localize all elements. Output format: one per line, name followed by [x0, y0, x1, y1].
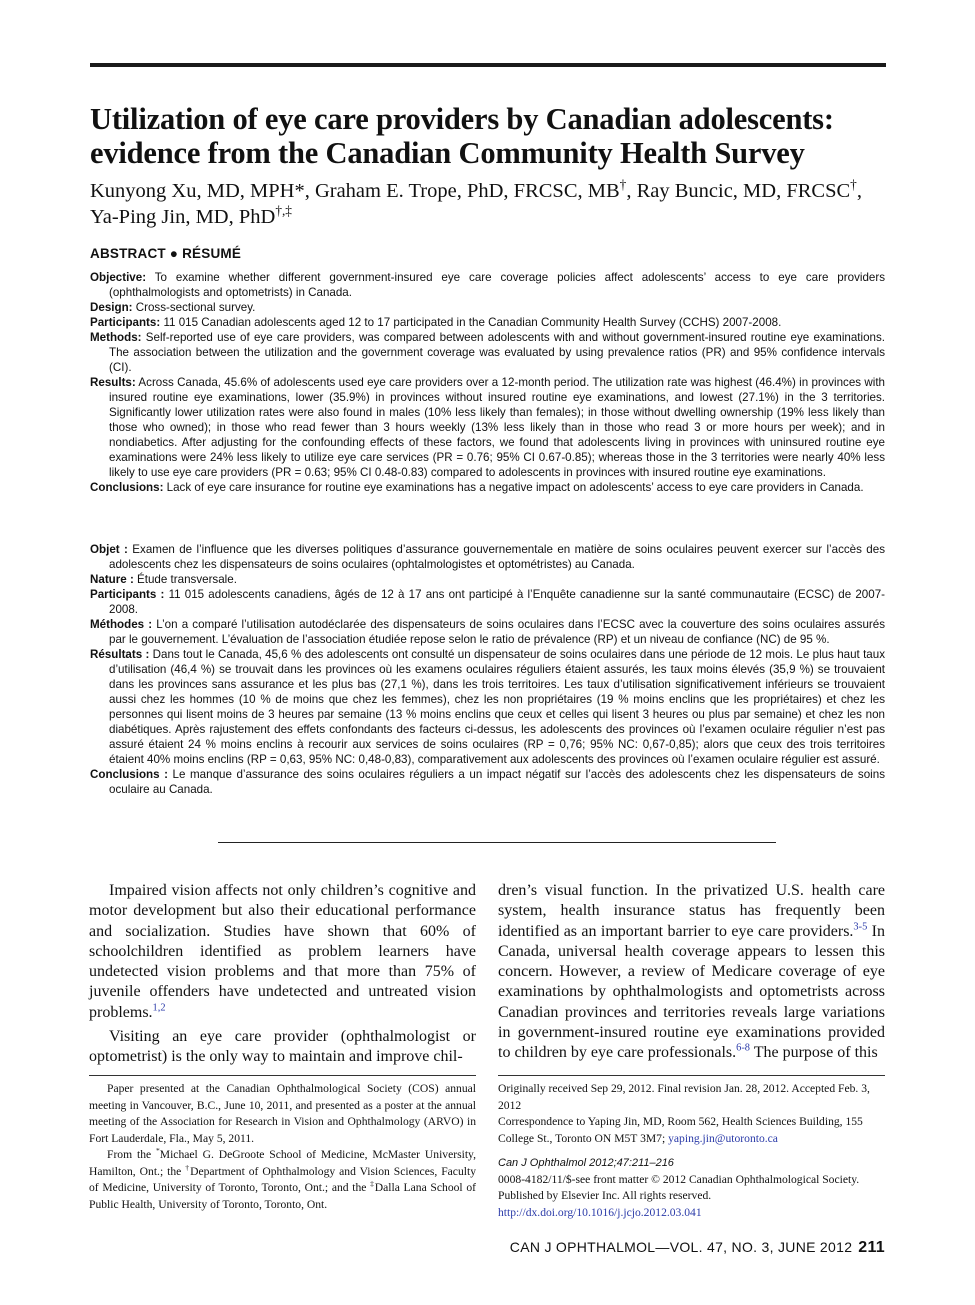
- citation-ref[interactable]: 3-5: [853, 921, 868, 933]
- abstract-label: Results:: [90, 376, 136, 389]
- affil-text: Dalla Lana School of Public Health, University of Toronto, Toronto, Ont.: [89, 1181, 477, 1211]
- abstract-label: Methods:: [90, 331, 142, 344]
- author-2: Graham E. Trope, PhD, FRCSC, MB: [314, 180, 620, 202]
- correspondence-note: [498, 1114, 888, 1147]
- abstract-objective: [90, 270, 885, 300]
- citation-ref[interactable]: 6-8: [736, 1043, 750, 1055]
- author-sep: ,: [856, 180, 862, 202]
- resume-methodes: [90, 617, 885, 647]
- author-4: Ya-Ping Jin, MD, PhD: [90, 206, 276, 228]
- author-2-affil: †: [619, 177, 627, 193]
- abstract-text: Cross-sectional survey.: [132, 301, 256, 314]
- abstract-label: Objet :: [90, 543, 128, 556]
- body-paragraph: [89, 881, 476, 1023]
- abstract-text: Examen de l’influence que les diverses politiques d’assurance gouvernementale en matière de soins oculaires peuvent exercer sur l’accès des adolescents chez les dispensateurs de soins oculaires (ophtalmologistes et optométristes) au Canada.: [109, 543, 886, 571]
- author-3-affil: †: [850, 177, 857, 193]
- abstract-methods: [90, 330, 885, 375]
- body-paragraph: [498, 881, 885, 1064]
- author-1: Kunyong Xu, MD, MPH*,: [90, 180, 315, 202]
- abstract-english: [90, 270, 885, 495]
- abstract-conclusions: [90, 480, 885, 495]
- abstract-label: Participants :: [90, 588, 165, 601]
- abstract-label: Design:: [90, 301, 133, 314]
- abstract-label: Conclusions:: [90, 481, 164, 494]
- body-text: The purpose of this: [750, 1044, 878, 1062]
- running-footer: [510, 1239, 885, 1257]
- abstract-label: Participants:: [90, 316, 161, 329]
- abstract-text: Le manque d’assurance des soins oculaires réguliers a un impact négatif sur l’accès des adolescents chez les dispensateurs de soins oculaire au Canada.: [109, 768, 885, 796]
- article-title: [90, 102, 890, 170]
- abstract-french: [90, 542, 885, 797]
- abstract-text: To examine whether different government-insured eye care coverage policies affect adolescents’ access to eye care providers (ophthalmologists and optometrists) in Canada.: [109, 271, 885, 299]
- abstract-label: Objective:: [90, 271, 147, 284]
- affiliations-note: [89, 1147, 476, 1213]
- received-note: Originally received Sep 29, 2012. Final revision Jan. 28, 2012. Accepted Feb. 3, 2012: [498, 1082, 870, 1112]
- abstract-label: Résultats :: [90, 648, 150, 661]
- affil-text: From the: [107, 1148, 156, 1161]
- abstract-heading: ABSTRACT ● RÉSUMÉ: [90, 246, 242, 261]
- abstract-label: Nature :: [90, 573, 134, 586]
- abstract-text: Dans tout le Canada, 45,6 % des adolescents ont consulté un dispensateur de soins oculaires dans une période de 12 mois. Le plus haut taux d’utilisation (46,4 %) se trouvait dans les provinces où les examens oculaires réguliers étaient assurés, les taux moins élevés (35,9 %) se trouvaient dans les provinces sans assurance et les plus bas (27,1 %), dans les trois territoires. Les taux d’utilisation significativement inférieurs se trouvaient aussi chez les hommes (10 % de moins que chez les femmes), chez les non propriétaires (19 % moins enclins que les propriétaires) et chez les personnes qui lisent moins de 3 heures par semaine (13 % moins enclins que ceux et celles qui lisent 3 heures ou plus par semaine) et chez les non diabétiques. Après rajustement des effets confondants des facteurs ci-dessus, les adolescents des provinces où l’examen oculaire régulier n’est pas assuré étaient 24 % moins enclins à recourir aux services de soins oculaires (RP = 0,76; 95% NC: 0,67-0,85); alors que ceux des trois territoires étaient 40% moins enclins (RP = 0,63, 95% NC: 0,48-0,83), comparativement aux adolescents des provinces où l’examen oculaire régulier est assuré.: [109, 648, 885, 766]
- abstract-text: Self-reported use of eye care providers, was compared between adolescents with and without government-insured routine eye examinations. The association between the utilization and the government coverage was evaluated by using prevalence ratios (PR) and 95% confidence intervals (CI).: [109, 331, 885, 374]
- affil-mark: *: [156, 1146, 160, 1156]
- affil-text: Department of Ophthalmology and Vision Sciences, Faculty of Medicine, University of Toronto, Toronto, Ont.; and the: [89, 1164, 476, 1194]
- abstract-text: 11 015 Canadian adolescents aged 12 to 17 participated in the Canadian Community Health Survey (CCHS) 2007-2008.: [160, 316, 782, 329]
- abstract-text: Étude transversale.: [133, 573, 237, 586]
- body-text: dren’s visual function. In the privatized U.S. health care system, health insurance status has frequently been identified as an important barrier to eye care providers.: [498, 882, 885, 940]
- page-number: 211: [858, 1239, 885, 1256]
- top-rule: [90, 63, 886, 67]
- footnote-rule-left: [89, 1075, 476, 1076]
- abstract-label: Conclusions :: [90, 768, 168, 781]
- resume-conclusions: [90, 767, 885, 797]
- email-link[interactable]: yaping.jin@utoronto.ca: [668, 1131, 778, 1145]
- resume-resultats: [90, 647, 885, 767]
- resume-objet: [90, 542, 885, 572]
- author-4-affil: †,‡: [275, 203, 292, 219]
- body-column-right: [498, 881, 885, 1064]
- body-text: Impaired vision affects not only children’s cognitive and motor development but also their educational performance and socialization. Studies have shown that 60% of schoolchildren identified as problem learners have undetected vision problems and that more than 75% of juvenile offenders have undetected and untreated vision problems.: [89, 882, 476, 1021]
- doi-line: [498, 1205, 888, 1222]
- presentation-note: Paper presented at the Canadian Ophthalmological Society (COS) annual meeting in Vancouver, B.C., June 10, 2011, and presented as a poster at the annual meeting of the Association for Research in Vision and Ophthalmology (ARVO) in Fort Lauderdale, Fla., May 5, 2011.: [89, 1082, 476, 1145]
- resume-nature: [90, 572, 885, 587]
- author-line-1: [90, 178, 890, 204]
- abstract-text: 11 015 adolescents canadiens, âgés de 12 à 17 ans ont participé à l’Enquête canadienne sur la santé communautaire (ECSC) de 2007-2008.: [109, 588, 885, 616]
- citation-ref[interactable]: 1,2: [152, 1002, 166, 1014]
- footnotes-left: [89, 1081, 476, 1213]
- abstract-text: L’on a comparé l’utilisation autodéclarée des dispensateurs de soins oculaires dans l’ECSC avec la couverture des soins oculaires assurés par le gouvernement. L’évaluation de l’association étudiée repose selon le ratio de prévalence (RP) et un niveau de confiance (NC) de 95 %.: [109, 618, 885, 646]
- abstract-results: [90, 375, 885, 480]
- abstract-label: Méthodes :: [90, 618, 153, 631]
- title-line-1: Utilization of eye care providers by Canadian adolescents:: [90, 102, 834, 136]
- affil-mark: †: [185, 1162, 191, 1172]
- abstract-text: Across Canada, 45.6% of adolescents used eye care providers over a 12-month period. The utilization rate was highest (46.4%) in provinces with insured routine eye examinations, lower (35.9%) in provinces without insured routine eye examinations, and lowest (27.1%) in the 3 territories. Significantly lower utilization rates were also found in males (10% less likely than females); in those without dwelling ownership (19% less likely than those who owned); in those who read fewer than 3 hours weekly (13% less likely than in those who read 3 or more hours per week); and in nondiabetics. After adjusting for the confounding effects of these factors, we found that adolescents living in provinces with uninsured routine eye examinations were 24% less likely to utilize eye care services (PR = 0.76; 95% CI 0.67-0.85); whereas those in the 3 territories were nearly 40% less likely to use eye care providers (PR = 0.63; 95% CI 0.48-0.83) compared to adolescents in provinces with insured routine eye examinations.: [109, 376, 885, 479]
- affil-text: Michael G. DeGroote School of Medicine, McMaster University, Hamilton, Ont.; the: [89, 1148, 476, 1178]
- footnotes-right: [498, 1081, 888, 1221]
- doi-link[interactable]: http://dx.doi.org/10.1016/j.jcjo.2012.03.041: [498, 1205, 702, 1219]
- title-line-2: evidence from the Canadian Community Health Survey: [90, 136, 805, 170]
- body-text: In Canada, universal health coverage appears to lessen this concern. However, a review of Medicare coverage of eye examinations by ophthalmologists and optometrists across Canadian provinces and territories reveals large variations in government-insured routine eye examinations provided to children by eye care professionals.: [498, 922, 885, 1062]
- body-text: Visiting an eye care provider (ophthalmologist or optometrist) is the only way to maintain and improve chil-: [89, 1028, 476, 1066]
- citation-text: Can J Ophthalmol 2012;47:211–216: [498, 1157, 674, 1169]
- correspondence-text: Correspondence to Yaping Jin, MD, Room 562, Health Sciences Building, 155 College St., Toronto ON M5T 3M7;: [498, 1115, 863, 1145]
- abstract-design: [90, 300, 885, 315]
- abstract-participants: [90, 315, 885, 330]
- abstract-divider: [218, 842, 776, 843]
- body-paragraph: [89, 1027, 476, 1068]
- author-3: , Ray Buncic, MD, FRCSC: [626, 180, 851, 202]
- body-column-left: [89, 881, 476, 1068]
- resume-participants: [90, 587, 885, 617]
- copyright-note: 0008-4182/11/$-see front matter © 2012 Canadian Ophthalmological Society. Published by Elsevier Inc. All rights reserved.: [498, 1172, 860, 1202]
- footnote-rule-right: [498, 1075, 885, 1076]
- journal-issue: CAN J OPHTHALMOL—VOL. 47, NO. 3, JUNE 2012: [509, 1239, 853, 1255]
- affil-mark: ‡: [370, 1179, 375, 1189]
- author-list: [90, 178, 890, 230]
- journal-citation: [498, 1155, 888, 1172]
- author-line-2: [90, 204, 890, 230]
- abstract-text: Lack of eye care insurance for routine eye examinations has a negative impact on adolescents’ access to eye care providers in Canada.: [163, 481, 864, 494]
